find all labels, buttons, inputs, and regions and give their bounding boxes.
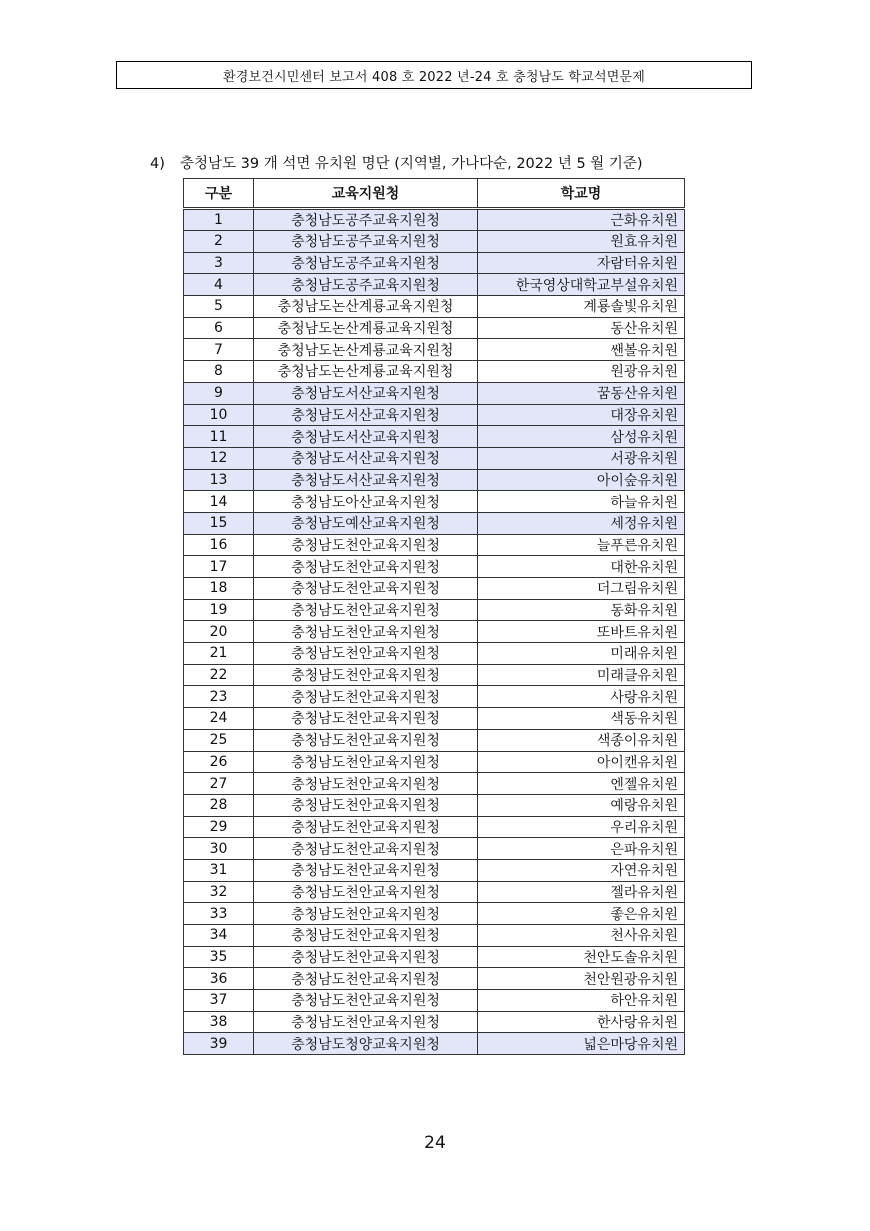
row-office: 충청남도천안교육지원청	[254, 1011, 478, 1033]
row-office: 충청남도천안교육지원청	[254, 686, 478, 708]
row-office: 충청남도서산교육지원청	[254, 382, 478, 404]
table-row	[184, 794, 685, 816]
row-school: 꿈동산유치원	[478, 382, 685, 404]
row-number: 13	[184, 469, 254, 491]
row-school: 엔젤유치원	[478, 773, 685, 795]
row-office: 충청남도천안교육지원청	[254, 903, 478, 925]
header-school: 학교명	[478, 179, 685, 209]
table-row	[184, 252, 685, 274]
row-number: 11	[184, 426, 254, 448]
row-office: 충청남도공주교육지원청	[254, 209, 478, 231]
table-row	[184, 729, 685, 751]
row-school: 서광유치원	[478, 447, 685, 469]
row-number: 21	[184, 643, 254, 665]
report-header-text: 환경보건시민센터 보고서 408 호 2022 년-24 호 충청남도 학교석면문제	[223, 69, 645, 85]
row-school: 예랑유치원	[478, 794, 685, 816]
table-row	[184, 426, 685, 448]
row-school: 우리유치원	[478, 816, 685, 838]
row-number: 15	[184, 512, 254, 534]
header-no: 구분	[184, 179, 254, 209]
row-school: 넓은마당유치원	[478, 1033, 685, 1055]
row-school: 자연유치원	[478, 859, 685, 881]
row-number: 7	[184, 339, 254, 361]
row-school: 좋은유치원	[478, 903, 685, 925]
row-number: 4	[184, 274, 254, 296]
row-school: 근화유치원	[478, 209, 685, 231]
row-office: 충청남도천안교육지원청	[254, 708, 478, 730]
table-row	[184, 946, 685, 968]
row-school: 아이캔유치원	[478, 751, 685, 773]
row-number: 36	[184, 968, 254, 990]
row-number: 9	[184, 382, 254, 404]
table-row	[184, 339, 685, 361]
caption-text: 충청남도 39 개 석면 유치원 명단 (지역별, 가나다순, 2022 년 5 월 기준)	[180, 156, 643, 172]
row-office: 충청남도서산교육지원청	[254, 404, 478, 426]
row-office: 충청남도서산교육지원청	[254, 426, 478, 448]
row-number: 29	[184, 816, 254, 838]
table-row	[184, 751, 685, 773]
row-office: 충청남도천안교육지원청	[254, 751, 478, 773]
row-number: 2	[184, 231, 254, 253]
row-number: 24	[184, 708, 254, 730]
row-school: 대한유치원	[478, 556, 685, 578]
row-office: 충청남도천안교육지원청	[254, 534, 478, 556]
table-row	[184, 990, 685, 1012]
caption-number: 4)	[150, 156, 165, 172]
row-school: 원효유치원	[478, 231, 685, 253]
row-school: 은파유치원	[478, 838, 685, 860]
row-school: 젤라유치원	[478, 881, 685, 903]
table-row	[184, 1033, 685, 1055]
table-row	[184, 469, 685, 491]
row-office: 충청남도천안교육지원청	[254, 643, 478, 665]
row-number: 38	[184, 1011, 254, 1033]
row-number: 37	[184, 990, 254, 1012]
row-number: 32	[184, 881, 254, 903]
row-school: 미래클유치원	[478, 664, 685, 686]
row-office: 충청남도서산교육지원청	[254, 447, 478, 469]
table-row	[184, 556, 685, 578]
row-number: 33	[184, 903, 254, 925]
row-school: 삼성유치원	[478, 426, 685, 448]
table-row	[184, 599, 685, 621]
row-number: 3	[184, 252, 254, 274]
row-number: 23	[184, 686, 254, 708]
table-caption	[150, 152, 643, 173]
table-row	[184, 209, 685, 231]
row-school: 계룡솔빛유치원	[478, 296, 685, 318]
table-row	[184, 296, 685, 318]
row-school: 천안원광유치원	[478, 968, 685, 990]
table-body	[184, 209, 685, 1055]
table-row	[184, 838, 685, 860]
row-number: 22	[184, 664, 254, 686]
table-row	[184, 534, 685, 556]
row-office: 충청남도천안교육지원청	[254, 838, 478, 860]
row-school: 동산유치원	[478, 317, 685, 339]
row-office: 충청남도아산교육지원청	[254, 491, 478, 513]
row-office: 충청남도공주교육지원청	[254, 252, 478, 274]
row-number: 35	[184, 946, 254, 968]
row-number: 31	[184, 859, 254, 881]
row-school: 하안유치원	[478, 990, 685, 1012]
row-office: 충청남도공주교육지원청	[254, 274, 478, 296]
row-number: 39	[184, 1033, 254, 1055]
table-row	[184, 708, 685, 730]
table-row	[184, 578, 685, 600]
table-row	[184, 382, 685, 404]
row-office: 충청남도예산교육지원청	[254, 512, 478, 534]
row-office: 충청남도천안교육지원청	[254, 664, 478, 686]
row-school: 더그림유치원	[478, 578, 685, 600]
row-number: 25	[184, 729, 254, 751]
row-school: 대장유치원	[478, 404, 685, 426]
row-number: 18	[184, 578, 254, 600]
row-school: 쌘볼유치원	[478, 339, 685, 361]
row-office: 충청남도천안교육지원청	[254, 816, 478, 838]
row-school: 아이숲유치원	[478, 469, 685, 491]
row-office: 충청남도논산계룡교육지원청	[254, 361, 478, 383]
table-row	[184, 968, 685, 990]
row-school: 천사유치원	[478, 925, 685, 947]
row-school: 하늘유치원	[478, 491, 685, 513]
row-office: 충청남도천안교육지원청	[254, 773, 478, 795]
row-office: 충청남도천안교육지원청	[254, 578, 478, 600]
row-number: 26	[184, 751, 254, 773]
row-school: 동화유치원	[478, 599, 685, 621]
row-office: 충청남도청양교육지원청	[254, 1033, 478, 1055]
row-office: 충청남도천안교육지원청	[254, 946, 478, 968]
table-row	[184, 621, 685, 643]
row-school: 천안도솔유치원	[478, 946, 685, 968]
table-row	[184, 643, 685, 665]
row-school: 한사랑유치원	[478, 1011, 685, 1033]
row-school: 색동유치원	[478, 708, 685, 730]
table-row	[184, 925, 685, 947]
table-row	[184, 361, 685, 383]
row-school: 세정유치원	[478, 512, 685, 534]
row-number: 16	[184, 534, 254, 556]
table-row	[184, 231, 685, 253]
row-number: 17	[184, 556, 254, 578]
row-number: 10	[184, 404, 254, 426]
row-number: 8	[184, 361, 254, 383]
table-header-row	[184, 179, 685, 209]
table-row	[184, 816, 685, 838]
table-row	[184, 1011, 685, 1033]
table-row	[184, 881, 685, 903]
table-row	[184, 664, 685, 686]
row-office: 충청남도논산계룡교육지원청	[254, 339, 478, 361]
row-office: 충청남도천안교육지원청	[254, 729, 478, 751]
row-office: 충청남도천안교육지원청	[254, 925, 478, 947]
row-number: 34	[184, 925, 254, 947]
row-school: 사랑유치원	[478, 686, 685, 708]
kindergarten-table	[183, 178, 685, 1055]
table-row	[184, 686, 685, 708]
row-office: 충청남도천안교육지원청	[254, 621, 478, 643]
row-office: 충청남도천안교육지원청	[254, 794, 478, 816]
row-school: 색종이유치원	[478, 729, 685, 751]
row-office: 충청남도천안교육지원청	[254, 990, 478, 1012]
report-header	[116, 61, 752, 89]
table-row	[184, 512, 685, 534]
row-office: 충청남도공주교육지원청	[254, 231, 478, 253]
row-office: 충청남도논산계룡교육지원청	[254, 317, 478, 339]
row-office: 충청남도천안교육지원청	[254, 556, 478, 578]
row-office: 충청남도천안교육지원청	[254, 859, 478, 881]
row-number: 19	[184, 599, 254, 621]
row-office: 충청남도천안교육지원청	[254, 968, 478, 990]
table-row	[184, 447, 685, 469]
row-number: 28	[184, 794, 254, 816]
row-school: 원광유치원	[478, 361, 685, 383]
header-office: 교육지원청	[254, 179, 478, 209]
row-number: 12	[184, 447, 254, 469]
table-row	[184, 491, 685, 513]
row-number: 20	[184, 621, 254, 643]
row-school: 미래유치원	[478, 643, 685, 665]
page-number: 24	[424, 1133, 446, 1153]
table-row	[184, 317, 685, 339]
row-school: 한국영상대학교부설유치원	[478, 274, 685, 296]
row-number: 14	[184, 491, 254, 513]
table-row	[184, 274, 685, 296]
row-office: 충청남도천안교육지원청	[254, 599, 478, 621]
row-school: 또바트유치원	[478, 621, 685, 643]
row-school: 늘푸른유치원	[478, 534, 685, 556]
row-office: 충청남도천안교육지원청	[254, 881, 478, 903]
row-school: 자람터유치원	[478, 252, 685, 274]
row-office: 충청남도논산계룡교육지원청	[254, 296, 478, 318]
row-number: 6	[184, 317, 254, 339]
table-row	[184, 859, 685, 881]
row-number: 27	[184, 773, 254, 795]
row-office: 충청남도서산교육지원청	[254, 469, 478, 491]
row-number: 30	[184, 838, 254, 860]
table-row	[184, 404, 685, 426]
row-number: 1	[184, 209, 254, 231]
row-number: 5	[184, 296, 254, 318]
table-row	[184, 903, 685, 925]
table-row	[184, 773, 685, 795]
